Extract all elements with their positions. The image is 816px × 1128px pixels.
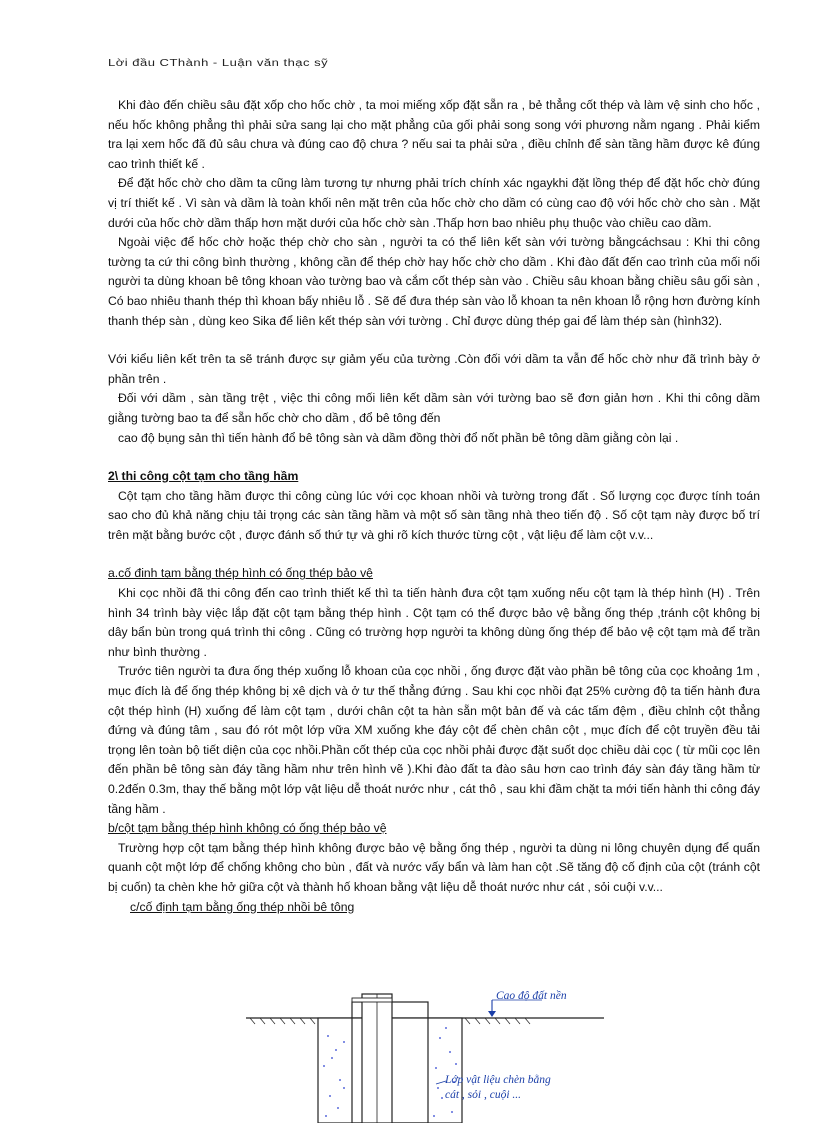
paragraph: Trường hợp cột tạm bằng thép hình không được bảo vệ bằng ống thép , người ta dùng ni lông chuyên dụng để quấn quanh cột một lớp để chống không cho bùn , đất và nước vấy bẩn và làm han cột .Sẽ tăng độ cố định của cột (tránh cột bị cuốn) ta chèn khe hở giữa cột và thành hố khoan bằng vật liệu dễ thoát nước như cát , sỏi cuội v.v...: [108, 840, 760, 894]
paragraph: Để đặt hốc chờ cho dầm ta cũng làm tương tự nhưng phải trích chính xác ngaykhi đặt lồng thép để đặt hốc chờ đúng vị trí thiết kế . Vì sàn và dầm là toàn khối nên mặt trên của hốc chờ cho dầm có cùng cao độ với hốc chờ cho sàn . Mặt dưới của hốc chờ dầm thấp hơn mặt dưới của hốc chờ sàn .Thấp hơn bao nhiêu phụ thuộc vào chiều cao dầm.: [108, 176, 760, 230]
paragraph-gap: [108, 545, 760, 564]
figure-drawing: [240, 988, 620, 1123]
section-heading: 2\ thi công cột tạm cho tầng hầm: [108, 469, 299, 484]
paragraph: Với kiểu liên kết trên ta sẽ tránh được sự giảm yếu của tường .Còn đối với dầm ta vẫn để hốc chờ như đã trình bày ở phần trên .: [108, 352, 760, 386]
subsection-heading: c/cố định tạm bằng ống thép nhồi bê tông: [130, 899, 355, 914]
column-installation-figure: [240, 988, 620, 1123]
subsection-heading: b/cột tạm bằng thép hình không có ống thép bảo vệ: [108, 821, 387, 836]
paragraph: Đối với dầm , sàn tầng trệt , việc thi công mối liên kết dầm sàn với tường bao sẽ đơn giản hơn . Khi thi công dầm giằng tường bao ta để sẵn hốc chờ cho dầm , đổ bê tông đến: [108, 391, 760, 425]
paragraph: Khi cọc nhồi đã thi công đến cao trình thiết kế thì ta tiến hành đưa cột tạm xuống nếu cột tạm là thép hình (H) . Trên hình 34 trình bày việc lắp đặt cột tạm bằng thép hình . Cột tạm có thể được bảo vệ bằng ống thép ,tránh cột không bị dây bẩn bùn trong quá trình thi công . Cũng có trường hợp người ta không dùng ống thép để bảo vệ cột tạm mà để trần như bình thường .: [108, 586, 760, 659]
fill-material-label-1: Lớp vật liệu chèn bằng: [445, 1074, 551, 1086]
paragraph: Cột tạm cho tầng hầm được thi công cùng lúc với cọc khoan nhồi và tường trong đất . Số lượng cọc được tính toán sao cho đủ khả năng chịu tải trọng các sàn tầng hầm và một số sàn tầng nhà theo tiến độ . Số cột tạm này được bố trí trên mặt bằng bước cột , được đánh số thứ tự và ghi rõ kích thước từng cột , vật liệu để làm cột v.v...: [108, 488, 760, 542]
ground-level-label: Cao độ đất nền: [496, 990, 567, 1002]
paragraph-gap: [108, 448, 760, 467]
fill-material-label-2: cát , sỏi , cuội ...: [445, 1089, 522, 1101]
paragraph: Ngoài việc để hốc chờ hoặc thép chờ cho sàn , người ta có thể liên kết sàn với tường bằngcáchsau : Khi thi công tường ta cứ thi công bình thường , không cần để thép chờ hay hốc chờ cho dầm . Khi đào đất đến cao trình của mối nối người ta dùng khoan bê tông khoan vào tường bao và cắm cốt thép sàn vào . Chiều sâu khoan bằng chiều sâu gối sàn , Có bao nhiêu thanh thép thì khoan bấy nhiêu lỗ . Sẽ để đưa thép sàn vào lỗ khoan ta nên khoan lỗ rộng hơn đường kính thanh thép sàn , dùng keo Sika để liên kết thép sàn với tường . Chỉ được dùng thép gai để làm thép sàn (hình32).: [108, 235, 760, 328]
subsection-heading: a.cố định tạm bằng thép hình có ống thép bảo vệ: [108, 566, 373, 581]
page-header: Lời đầu CThành - Luận văn thạc sỹ: [108, 57, 329, 69]
document-body: [108, 96, 760, 917]
paragraph: Trước tiên người ta đưa ống thép xuống lỗ khoan của cọc nhồi , ống được đặt vào phần bê tông của cọc khoảng 1m , mục đích là để ống thép không bị xê dịch và ở tư thế thẳng đứng . Sau khi cọc nhồi đạt 25% cường độ ta tiến hành đưa cột thép hình (H) xuống để làm cột tạm , dưới chân cột ta hàn sẵn một bản đế và các tấm đệm , điều chỉnh cột thẳng đứng và đúng tâm , sau đó rót một lớp vữa XM xuống khe đáy cột để chèn chân cột , mục đích để cột truyền đều tải trọng lên toàn bộ tiết diện của cọc nhồi.Phần cốt thép của cọc nhồi phải được đặt suốt dọc chiều dài cọc ( từ mũi cọc lên đến phần bê tông sàn đáy tầng hầm như trên hình vẽ ).Khi đào đất ta đào sâu hơn cao trình đáy sàn đáy tầng hầm từ 0.2đến 0.3m, thay thế bằng một lớp vật liệu dễ thoát nước như , cát thô , sau khi đầm chặt ta mới tiến hành thi công đáy tầng hầm .: [108, 664, 760, 816]
paragraph-gap: [108, 331, 760, 350]
paragraph: cao độ bụng sản thì tiến hành đổ bê tông sàn và dầm đồng thời đổ nốt phần bê tông dầm giằng còn lại .: [118, 430, 679, 445]
paragraph: Khi đào đến chiều sâu đặt xốp cho hốc chờ , ta moi miếng xốp đặt sẵn ra , bẻ thẳng cốt thép và làm vệ sinh cho hốc , nếu hốc không phẳng thì phải sửa sang lại cho mặt phẳng của gối phải song song với phương nằm ngang . Phải kiểm tra lại xem hốc đã đủ sâu chưa và đúng cao độ chưa ? nếu sai ta phải sửa , điều chỉnh để sàn tầng hầm được kê đúng cao trình thiết kế .: [108, 98, 760, 171]
